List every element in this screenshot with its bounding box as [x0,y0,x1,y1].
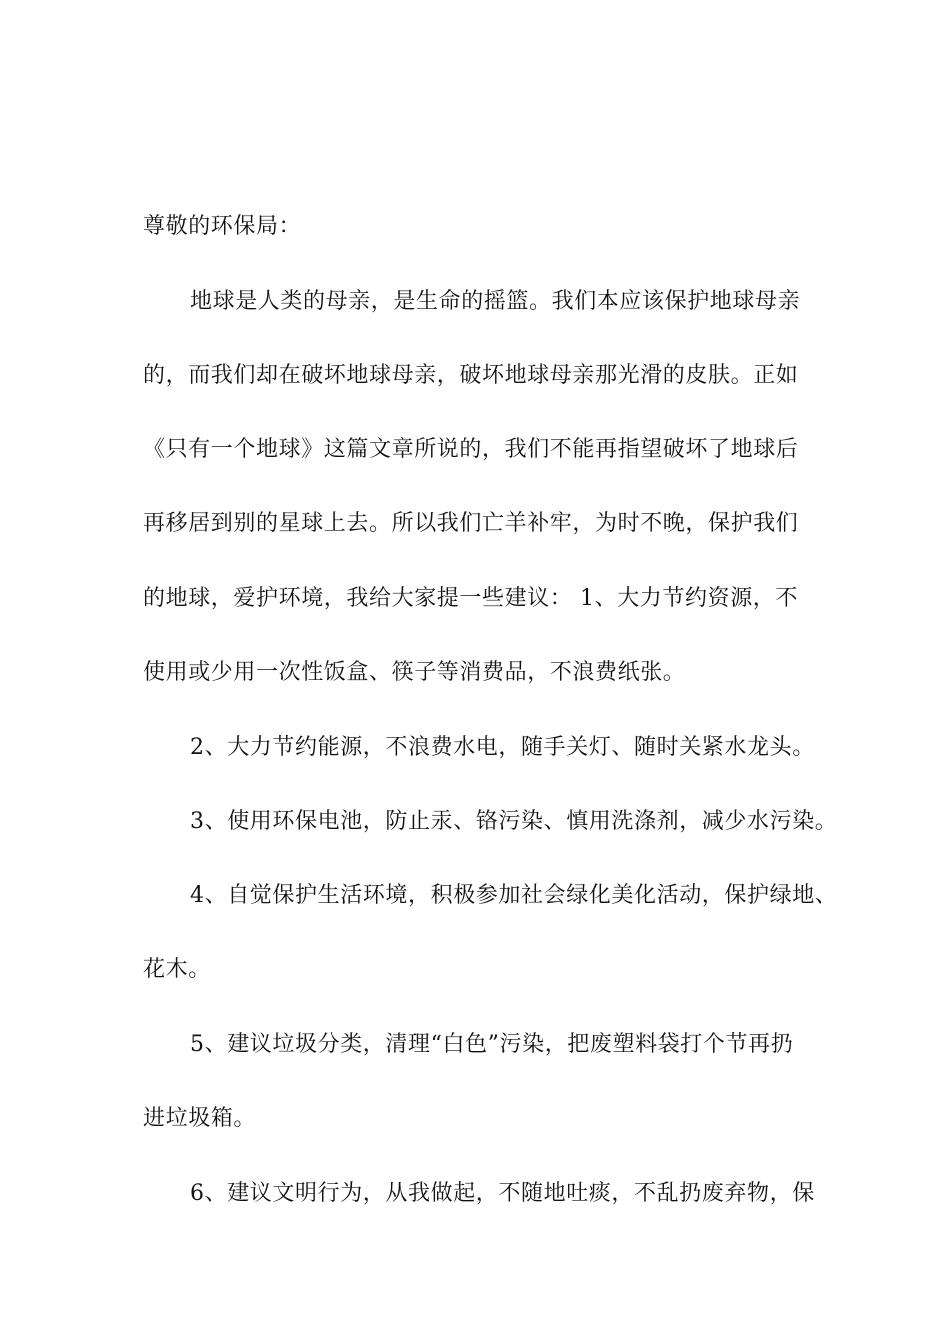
suggestion-item: 2、大力节约能源，不浪费水电，随手关灯、随时关紧水龙头。 [190,735,815,760]
paragraph-line: 的地球，爱护环境，我给大家提一些建议： 1、大力节约资源，不 [143,586,798,611]
paragraph-line: 使用或少用一次性饭盒、筷子等消费品，不浪费纸张。 [143,660,686,685]
paragraph-line: 地球是人类的母亲，是生命的摇篮。我们本应该保护地球母亲 [190,289,801,314]
salutation: 尊敬的环保局： [143,214,302,239]
paragraph-line: 《只有一个地球》这篇文章所说的，我们不能再指望破坏了地球后 [143,437,799,462]
paragraph-line: 花木。 [143,957,211,982]
suggestion-item: 4、自觉保护生活环境，积极参加社会绿化美化活动，保护绿地、 [190,883,838,908]
suggestion-item: 5、建议垃圾分类，清理“白色”污染，把废塑料袋打个节再扔 [190,1032,794,1057]
suggestion-item: 3、使用环保电池，防止汞、铬污染、慎用洗涤剂，减少水污染。 [190,809,838,834]
suggestion-item: 6、建议文明行为，从我做起，不随地吐痰，不乱扔废弃物，保 [190,1181,815,1206]
paragraph-line: 的，而我们却在破坏地球母亲，破坏地球母亲那光滑的皮肤。正如 [143,363,799,388]
paragraph-line: 再移居到别的星球上去。所以我们亡羊补牢，为时不晚，保护我们 [143,511,799,536]
paragraph-line: 进垃圾箱。 [143,1106,257,1131]
